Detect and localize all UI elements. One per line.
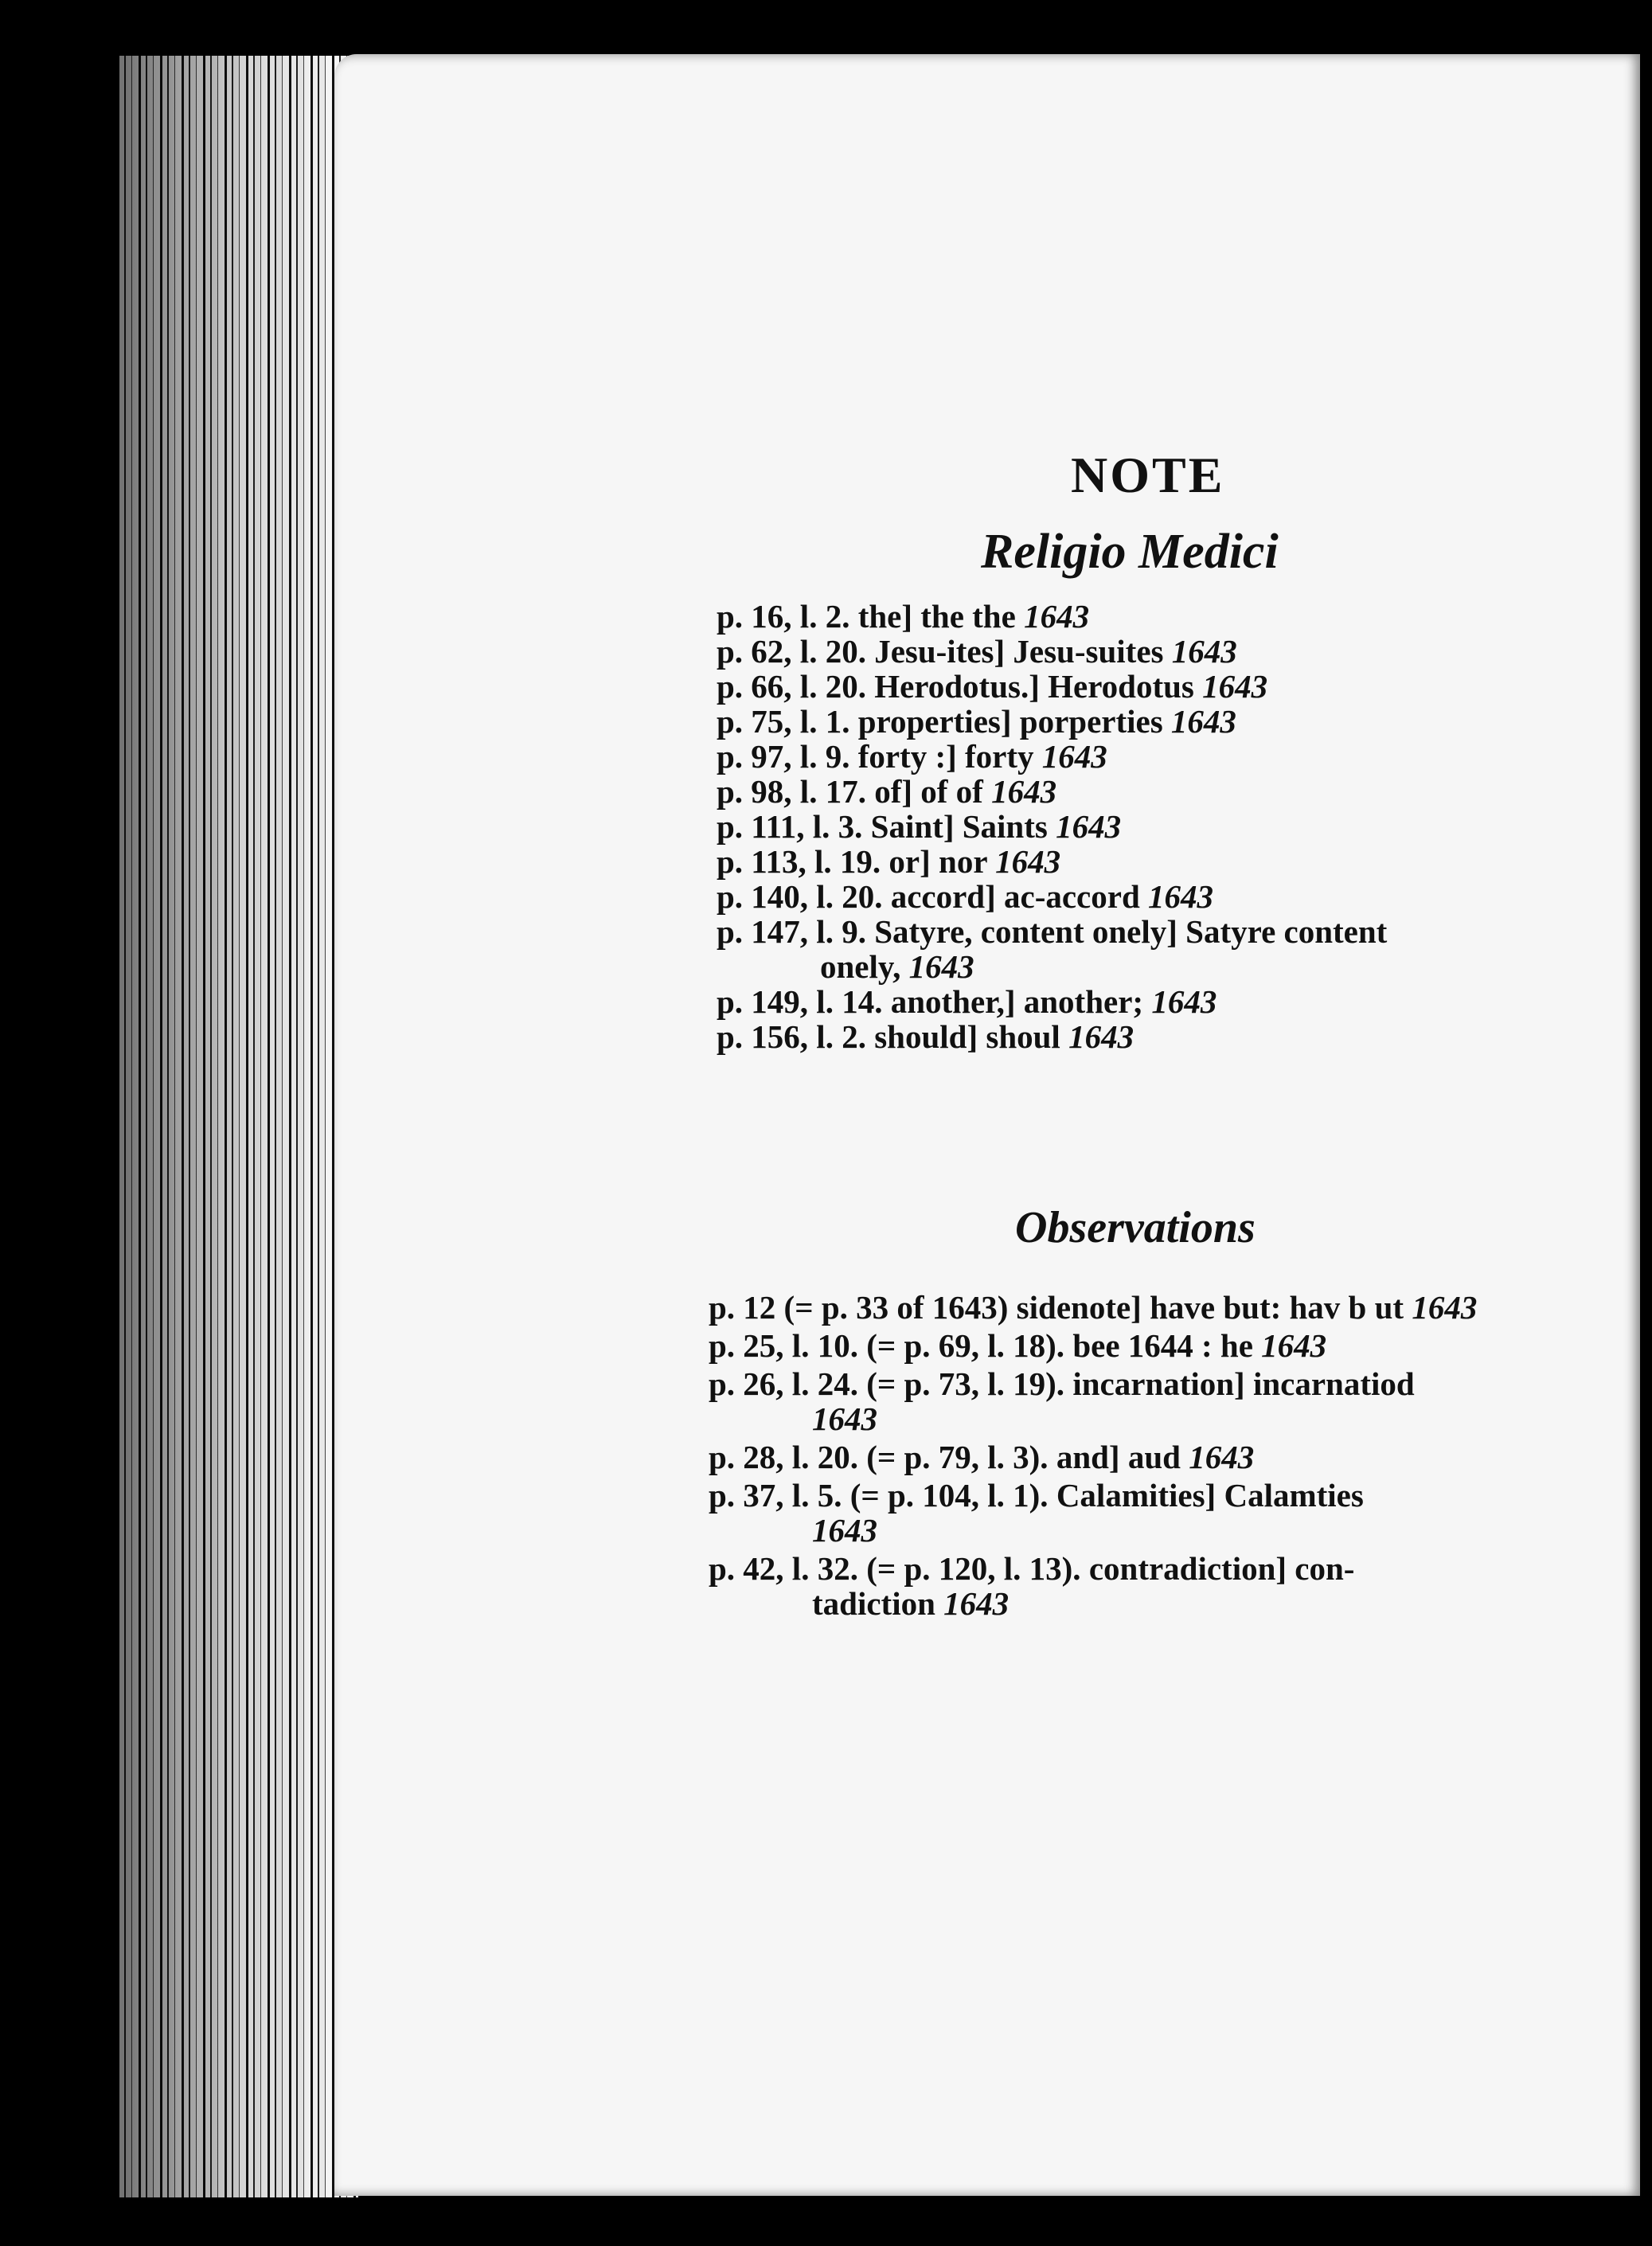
list-item: p. 25, l. 10. (= p. 69, l. 18). bee 1644 : he 1643 (709, 1327, 1327, 1364)
list-item: p. 98, l. 17. of] of of 1643 (717, 773, 1057, 810)
religio-medici-heading: Religio Medici (981, 525, 1279, 579)
list-item: p. 149, l. 14. another,] another; 1643 (717, 983, 1217, 1020)
list-item: p. 12 (= p. 33 of 1643) sidenote] have but: hav b ut 1643 (709, 1289, 1478, 1326)
list-item: p. 97, l. 9. forty :] forty 1643 (717, 738, 1107, 775)
list-item: p. 147, l. 9. Satyre, content onely] Satyre content onely, 1643 (717, 913, 1388, 985)
observations-heading: Observations (1015, 1203, 1256, 1252)
list-item: p. 156, l. 2. should] shoul 1643 (717, 1018, 1135, 1055)
list-item: p. 111, l. 3. Saint] Saints 1643 (717, 808, 1122, 845)
list-item: p. 37, l. 5. (= p. 104, l. 1). Calamities] Calamties 1643 (709, 1477, 1364, 1549)
list-item: p. 16, l. 2. the] the the 1643 (717, 598, 1090, 635)
religio-medici-list (717, 599, 1576, 1054)
list-item: p. 62, l. 20. Jesu-ites] Jesu-suites 1643 (717, 633, 1237, 670)
page-title: NOTE (1071, 447, 1225, 503)
book-page (334, 54, 1640, 2196)
list-item: p. 26, l. 24. (= p. 73, l. 19). incarnation] incarnatiod 1643 (709, 1365, 1415, 1437)
list-item: p. 42, l. 32. (= p. 120, l. 13). contradiction] con- tadiction 1643 (709, 1550, 1355, 1622)
list-item: p. 75, l. 1. properties] porperties 1643 (717, 703, 1236, 740)
list-item: p. 28, l. 20. (= p. 79, l. 3). and] aud 1643 (709, 1439, 1255, 1475)
list-item: p. 140, l. 20. accord] ac-accord 1643 (717, 878, 1213, 915)
page-edges (119, 56, 358, 2197)
list-item: p. 113, l. 19. or] nor 1643 (717, 843, 1061, 880)
list-item: p. 66, l. 20. Herodotus.] Herodotus 1643 (717, 668, 1268, 705)
observations-list (709, 1290, 1584, 1624)
